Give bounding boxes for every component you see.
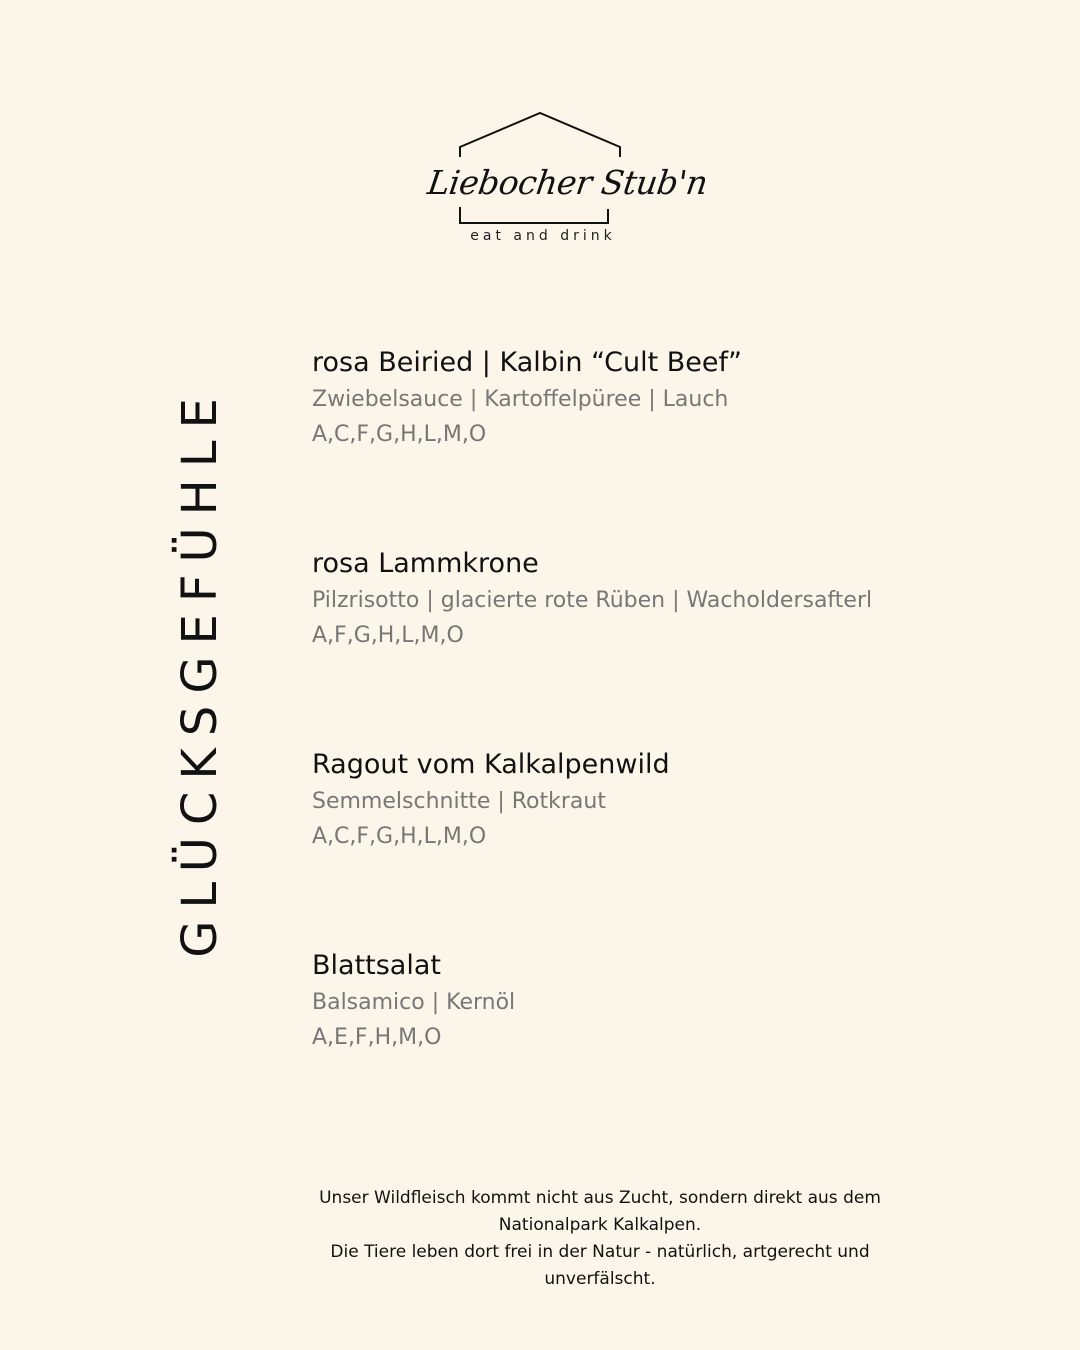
- dish-sides: Balsamico | Kernöl: [312, 990, 516, 1015]
- dish-sides: Semmelschnitte | Rotkraut: [312, 789, 606, 814]
- dish-name: rosa Beiried | Kalbin “Cult Beef”: [312, 347, 742, 378]
- dish-allergens: A,E,F,H,M,O: [312, 1025, 442, 1050]
- menu-item: [312, 545, 1032, 746]
- menu-list: [312, 344, 1032, 1148]
- logo: [420, 105, 710, 250]
- dish-name: Blattsalat: [312, 950, 441, 981]
- section-title: GLÜCKSGEFÜHLE: [172, 386, 228, 958]
- dish-sides: Zwiebelsauce | Kartoffelpüree | Lauch: [312, 387, 729, 412]
- footnote: [300, 1185, 900, 1293]
- footnote-line: Unser Wildfleisch kommt nicht aus Zucht, sondern direkt aus dem Nationalpark Kalkalpen.: [319, 1188, 881, 1235]
- dish-allergens: A,F,G,H,L,M,O: [312, 623, 464, 648]
- menu-item: [312, 746, 1032, 947]
- dish-allergens: A,C,F,G,H,L,M,O: [312, 422, 487, 447]
- dish-sides: Pilzrisotto | glacierte rote Rüben | Wacholdersafterl: [312, 588, 873, 613]
- dish-name: rosa Lammkrone: [312, 548, 539, 579]
- logo-wordmark: Liebocher Stub'n: [425, 163, 710, 202]
- menu-item: [312, 947, 1032, 1148]
- footnote-line: Die Tiere leben dort frei in der Natur - natürlich, artgerecht und unverfälscht.: [330, 1242, 870, 1289]
- dish-allergens: A,C,F,G,H,L,M,O: [312, 824, 487, 849]
- menu-item: [312, 344, 1032, 545]
- dish-name: Ragout vom Kalkalpenwild: [312, 749, 670, 780]
- logo-tagline: eat and drink: [470, 228, 616, 244]
